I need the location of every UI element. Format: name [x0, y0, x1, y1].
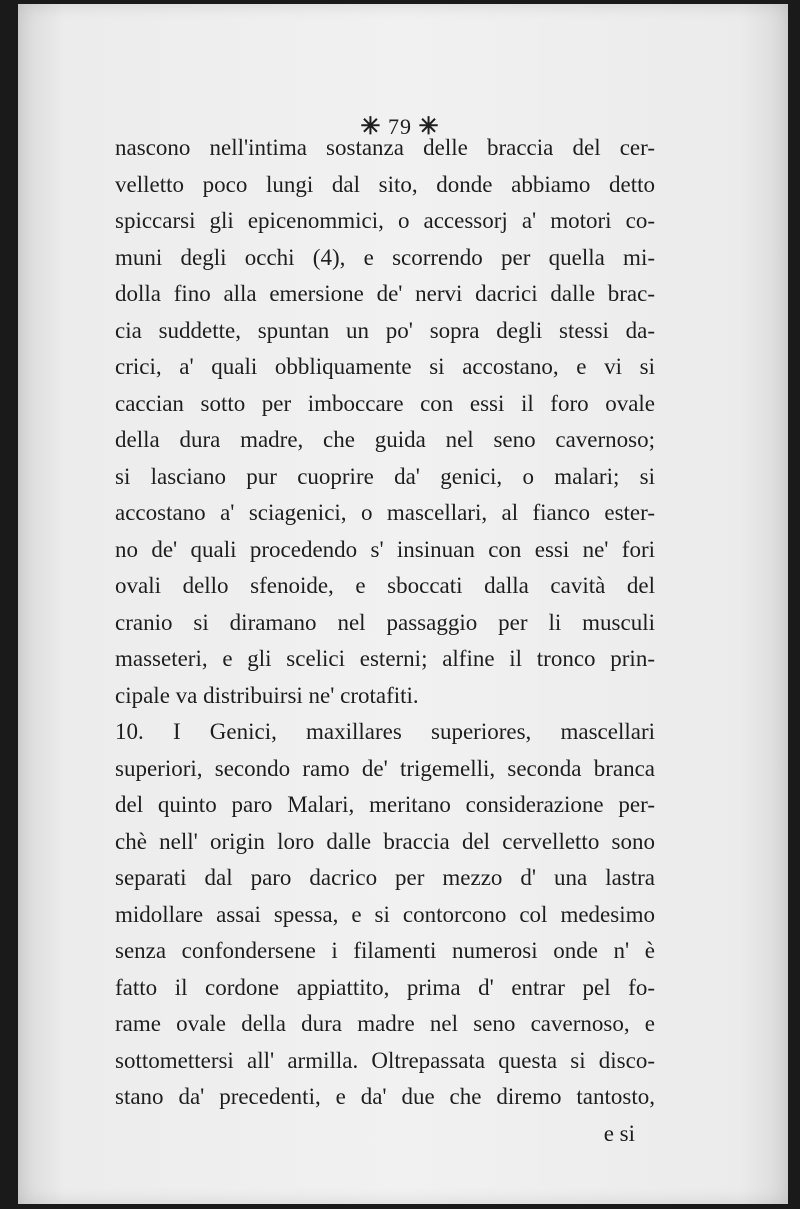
- text-line: caccian sotto per imboccare con essi il foro ovale: [115, 390, 655, 416]
- text-line: masseteri, e gli scelici esterni; alfine il tronco prin-: [115, 646, 655, 671]
- text-line: midollare assai spessa, e si contorcono col medesimo: [115, 901, 655, 927]
- page-body-text: [115, 130, 655, 1152]
- text-line: sottomettersi all' armilla. Oltrepassata questa si disco-: [115, 1047, 655, 1073]
- text-line: cia suddette, spuntan un po' sopra degli stessi da-: [115, 317, 655, 343]
- text-line: separati dal paro dacrico per mezzo d' una lastra: [115, 865, 655, 890]
- text-line: della dura madre, che guida nel seno cavernoso;: [115, 427, 655, 452]
- text-line: nascono nell'intima sostanza delle braccia del cer-: [115, 135, 655, 160]
- text-line: velletto poco lungi dal sito, donde abbiamo detto: [115, 171, 655, 197]
- text-line: chè nell' origin loro dalle braccia del cervelletto sono: [115, 828, 655, 854]
- text-line: del quinto paro Malari, meritano considerazione per-: [115, 792, 655, 817]
- right-ornament: ✳: [418, 114, 440, 140]
- text-line: fatto il cordone appiattito, prima d' entrar pel fo-: [115, 974, 655, 1000]
- text-line: si lasciano pur cuoprire da' genici, o malari; si: [115, 463, 655, 489]
- text-line: no de' quali procedendo s' insinuan con essi ne' fori: [115, 536, 655, 562]
- text-line: crici, a' quali obbliquamente si accostano, e vi si: [115, 354, 655, 379]
- text-line: stano da' precedenti, e da' due che diremo tantosto,: [115, 1084, 655, 1109]
- text-line: muni degli occhi (4), e scorrendo per quella mi-: [115, 244, 655, 270]
- left-ornament: ✳: [360, 114, 382, 140]
- text-line: 10. I Genici, maxillares superiores, mascellari: [115, 719, 655, 744]
- page-number: 79: [388, 114, 412, 139]
- text-line: rame ovale della dura madre nel seno cavernoso, e: [115, 1011, 655, 1036]
- text-line: superiori, secondo ramo de' trigemelli, seconda branca: [115, 755, 655, 781]
- text-line: ovali dello sfenoide, e sboccati dalla cavità del: [115, 573, 655, 598]
- catchword: e si: [603, 1120, 635, 1146]
- text-line: accostano a' sciagenici, o mascellari, al fianco ester-: [115, 500, 655, 525]
- text-line: dolla fino alla emersione de' nervi dacrici dalle brac-: [115, 281, 655, 306]
- text-line: spiccarsi gli epicenommici, o accessorj a' motori co-: [115, 208, 655, 233]
- text-line: cipale va distribuirsi ne' crotafiti.: [115, 682, 419, 708]
- text-line: cranio si diramano nel passaggio per li musculi: [115, 609, 655, 635]
- text-line: senza confondersene i filamenti numerosi onde n' è: [115, 938, 655, 963]
